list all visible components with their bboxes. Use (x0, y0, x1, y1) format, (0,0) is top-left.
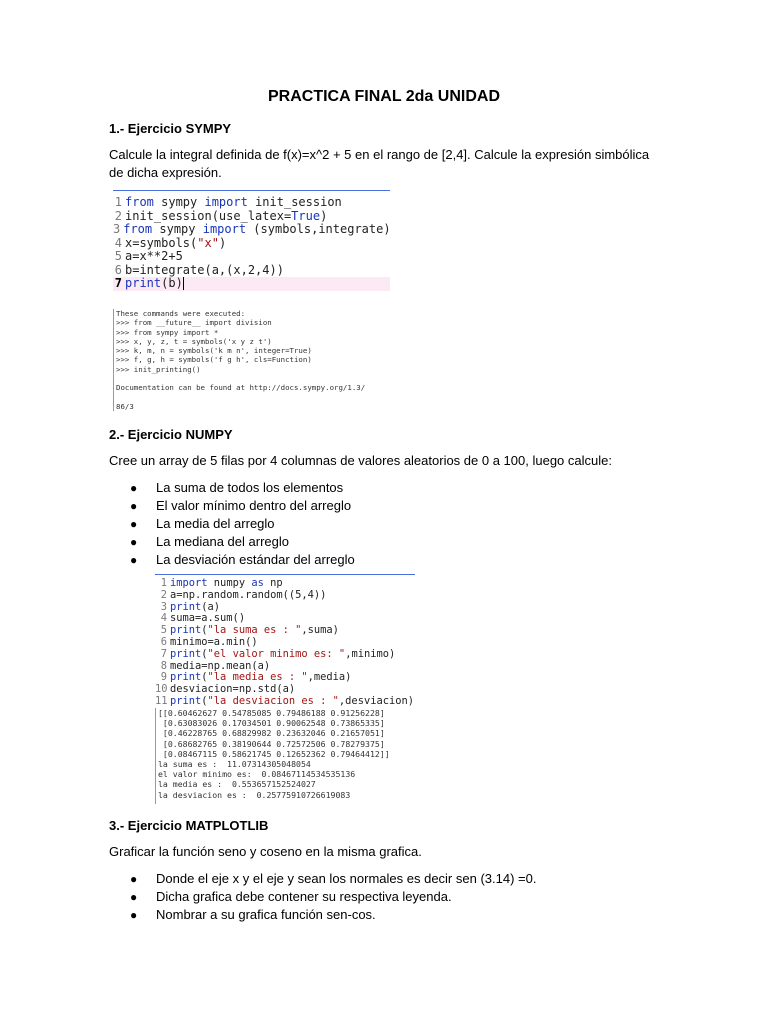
code-token: print (125, 276, 162, 290)
console-line: Documentation can be found at http://docs.sympy.org/1.3/ (116, 383, 366, 393)
line-number: 11 (155, 694, 168, 707)
code-token: ( (201, 647, 208, 660)
console-line: [[0.60462627 0.54785085 0.79486188 0.91256228] (158, 708, 385, 718)
bullet-item (130, 515, 630, 533)
code-token: True (291, 208, 321, 223)
section-3-description: Graficar la función seno y coseno en la misma grafica. (109, 844, 422, 859)
code-token: (symbols,integrate) (246, 222, 391, 236)
bullet-item (130, 497, 630, 515)
code-token: ,suma) (301, 624, 339, 637)
bullet-item (130, 551, 630, 569)
numpy-code-editor (155, 574, 415, 708)
bullet-text: La media del arreglo (156, 516, 275, 531)
console-line: >>> k, m, n = symbols('k m n', integer=True) (116, 346, 312, 356)
console-line (116, 393, 393, 402)
bullet-item (130, 870, 650, 888)
console-line: el valor minimo es: 0.08467114534535136 (158, 769, 356, 780)
code-line (113, 277, 390, 291)
bullet-item (130, 888, 650, 906)
line-number: 1 (160, 577, 167, 589)
bullet-item (130, 906, 650, 924)
bullet-item (130, 533, 630, 551)
code-token: from (125, 195, 154, 209)
bullet-text: Donde el eje x y el eje y sean los normales es decir sen (3.14) =0. (156, 871, 537, 886)
line-number: 9 (160, 671, 167, 684)
bullet-text: Dicha grafica debe contener su respectiva leyenda. (156, 889, 452, 904)
code-line (113, 223, 390, 237)
line-number: 8 (160, 659, 167, 672)
section-1-description-line-2: de dicha expresión. (109, 165, 222, 180)
code-token: sympy (152, 222, 203, 236)
code-token: "x" (197, 235, 219, 250)
console-line: la desviacion es : 0.25775910726619083 (158, 789, 351, 800)
code-token: ( (201, 671, 208, 684)
console-line: >>> x, y, z, t = symbols('x y z t') (116, 336, 272, 346)
code-token: (b) (161, 276, 183, 290)
code-token: ) (218, 235, 227, 250)
code-token: numpy (207, 577, 252, 589)
bullet-icon: ● (130, 908, 138, 922)
code-token: init_session(use_latex= (125, 208, 292, 223)
line-number: 10 (155, 683, 168, 696)
bullet-text: La desviación estándar del arreglo (156, 552, 355, 567)
bullet-icon: ● (130, 872, 138, 886)
sympy-console-output (113, 309, 393, 411)
console-line: >>> init_printing() (116, 364, 201, 374)
code-token: ( (201, 624, 208, 637)
code-line (113, 250, 390, 264)
code-line (113, 196, 390, 210)
code-token: desviacion=np.std(a) (170, 683, 296, 696)
line-number: 4 (114, 235, 122, 250)
code-token: "la media es : " (207, 671, 308, 684)
line-number: 5 (160, 624, 167, 637)
code-token: print (170, 624, 202, 637)
code-token: a=np.random.random((5,4)) (170, 588, 327, 601)
bullet-icon: ● (130, 517, 138, 531)
console-line: [0.68682765 0.38190644 0.72572506 0.78279375] (158, 738, 385, 749)
console-line: >>> from sympy import * (116, 327, 219, 337)
code-token: minimo=a.min() (170, 635, 258, 648)
code-token: print (170, 671, 202, 684)
code-token: init_session (247, 195, 342, 209)
code-token: as (251, 577, 264, 589)
bullet-text: La mediana del arreglo (156, 534, 289, 549)
code-token: b=integrate(a,(x,2,4)) (125, 262, 284, 277)
code-token: ( (201, 694, 208, 707)
code-token: (a) (201, 600, 221, 613)
code-token: print (170, 647, 202, 660)
console-line (116, 374, 393, 383)
section-2-description: Cree un array de 5 filas por 4 columnas de valores aleatorios de 0 a 100, luego calcule: (109, 453, 612, 468)
code-line (155, 637, 415, 649)
code-line (113, 237, 390, 251)
section-2-heading: 2.- Ejercicio NUMPY (109, 427, 233, 442)
line-number: 2 (160, 588, 167, 601)
code-token: media=np.mean(a) (170, 659, 271, 672)
console-line: 86/3 (116, 401, 134, 411)
line-number: 4 (160, 612, 167, 625)
code-token: print (170, 600, 202, 613)
bullet-icon: ● (130, 535, 138, 549)
line-number: 6 (114, 262, 122, 277)
section-1-description-line-1: Calcule la integral definida de f(x)=x^2 + 5 en el rango de [2,4]. Calcule la expresión simbólica (109, 147, 650, 162)
code-token: import (170, 577, 208, 589)
matplotlib-task-list (130, 870, 650, 924)
section-1-description (109, 146, 669, 182)
line-number: 2 (114, 208, 122, 223)
bullet-text: La suma de todos los elementos (156, 480, 344, 495)
console-line: [0.46228765 0.68829982 0.23632046 0.21657051] (158, 728, 385, 739)
bullet-icon: ● (130, 481, 138, 495)
code-token: "la suma es : " (207, 624, 302, 637)
section-3-heading: 3.- Ejercicio MATPLOTLIB (109, 818, 269, 833)
code-line (113, 264, 390, 278)
code-token: import (202, 222, 247, 236)
bullet-item (130, 479, 630, 497)
code-token: ,media) (307, 671, 352, 684)
code-line (155, 649, 415, 661)
bullet-text: Nombrar a su grafica función sen-cos. (156, 907, 376, 922)
code-token: ) (320, 208, 328, 223)
code-token: a=x**2+5 (125, 249, 183, 263)
sympy-code-editor (113, 190, 390, 300)
console-line: >>> from __future__ import division (116, 318, 272, 328)
line-number: 1 (114, 195, 122, 209)
section-1-heading: 1.- Ejercicio SYMPY (109, 121, 232, 136)
numpy-console-output (155, 708, 398, 804)
line-number: 7 (114, 276, 122, 290)
bullet-icon: ● (130, 499, 138, 513)
line-number: 5 (114, 249, 122, 263)
bullet-icon: ● (130, 553, 138, 567)
code-token: "la desviacion es : " (207, 694, 339, 707)
code-line (155, 696, 415, 708)
code-token: from (123, 222, 153, 236)
console-line: la suma es : 11.07314305048054 (158, 759, 311, 770)
console-line: [0.63083026 0.17034501 0.90062548 0.73865335] (158, 718, 385, 729)
text-cursor (183, 277, 184, 290)
code-token: print (170, 694, 202, 707)
code-token: ,desviacion) (338, 694, 414, 707)
code-line (113, 210, 390, 224)
line-number: 3 (113, 222, 121, 236)
line-number: 7 (160, 647, 167, 660)
line-number: 6 (160, 635, 167, 648)
code-token: np (263, 577, 283, 589)
code-token: suma=a.sum() (170, 612, 246, 625)
bullet-icon: ● (130, 890, 138, 904)
code-token: ,minimo) (345, 647, 396, 660)
code-token: x=symbols( (125, 235, 198, 250)
bullet-text: El valor mínimo dentro del arreglo (156, 498, 352, 513)
console-line: la media es : 0.553657152524027 (158, 779, 316, 790)
page-title: PRACTICA FINAL 2da UNIDAD (267, 88, 500, 105)
console-line: >>> f, g, h = symbols('f g h', cls=Function) (116, 355, 312, 365)
code-token: import (204, 195, 248, 209)
line-number: 3 (160, 600, 167, 613)
numpy-task-list (130, 479, 630, 569)
code-line (155, 590, 415, 602)
code-token: "el valor minimo es: " (207, 647, 346, 660)
console-line: [0.08467115 0.58621745 0.12652362 0.79464412]] (158, 748, 390, 759)
code-token: sympy (153, 195, 205, 209)
console-line: These commands were executed: (116, 309, 246, 318)
